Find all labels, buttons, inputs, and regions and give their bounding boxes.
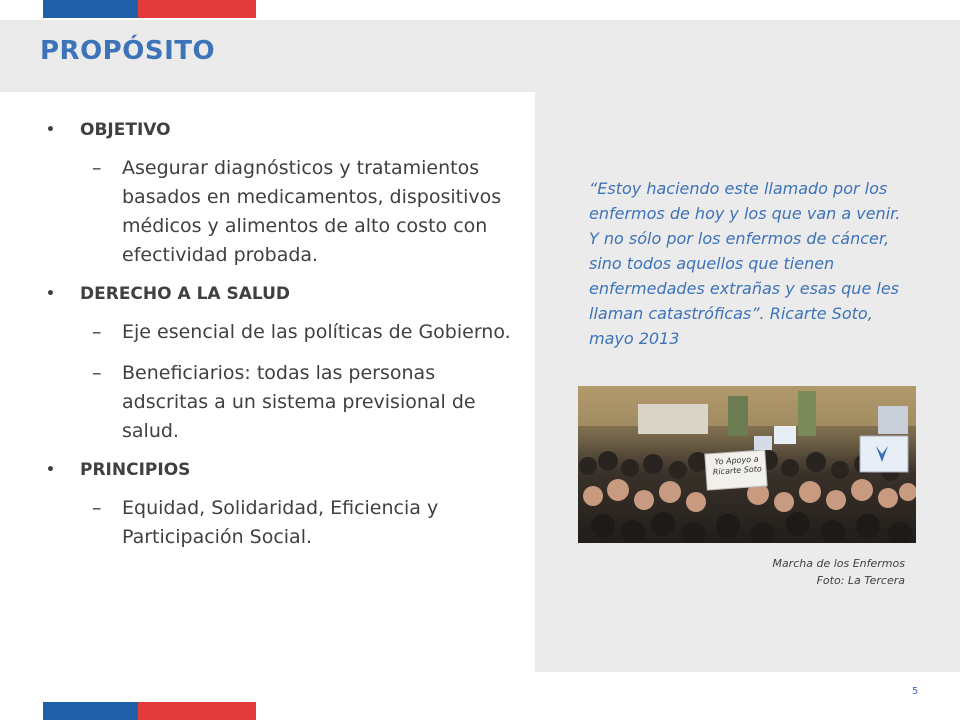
flag-bar-top bbox=[43, 0, 256, 18]
photo-caption bbox=[690, 555, 905, 589]
section-heading-text: DERECHO A LA SALUD bbox=[80, 284, 291, 304]
list-item-text: Asegurar diagnósticos y tratamientos basados en medicamentos, dispositivos médicos y alimentos de alto costo con efectividad probada. bbox=[122, 157, 502, 266]
quote-block bbox=[589, 176, 905, 351]
content-list bbox=[46, 118, 516, 564]
section-heading-principios bbox=[46, 458, 516, 482]
dash-icon: – bbox=[92, 321, 102, 343]
caption-title: Marcha de los Enfermos bbox=[772, 557, 905, 570]
flag-blue-segment bbox=[43, 0, 138, 18]
section-heading-objetivo bbox=[46, 118, 516, 142]
list-item bbox=[46, 494, 516, 552]
list-item bbox=[46, 318, 516, 347]
list-item-text: Equidad, Solidaridad, Eficiencia y Participación Social. bbox=[122, 497, 439, 548]
section-heading-text: PRINCIPIOS bbox=[80, 460, 191, 480]
list-item-text: Eje esencial de las políticas de Gobierno. bbox=[122, 321, 511, 343]
flag-red-segment bbox=[138, 702, 256, 720]
list-item bbox=[46, 359, 516, 446]
page-number: 5 bbox=[911, 686, 919, 697]
list-item-text: Beneficiarios: todas las personas adscritas a un sistema previsional de salud. bbox=[122, 362, 476, 442]
dash-icon: – bbox=[92, 157, 102, 179]
section-heading-derecho bbox=[46, 282, 516, 306]
slide-title: PROPÓSITO bbox=[40, 36, 216, 66]
section-heading-text: OBJETIVO bbox=[80, 120, 171, 140]
protest-photo bbox=[578, 386, 916, 543]
quote-author: Ricarte Soto, mayo 2013 bbox=[589, 304, 873, 348]
bullet-dot-icon: • bbox=[46, 462, 55, 478]
caption-credit: Foto: La Tercera bbox=[816, 574, 905, 587]
list-item bbox=[46, 154, 516, 270]
bullet-dot-icon: • bbox=[46, 122, 55, 138]
photo-sign-text: Yo Apoyo a Ricarte Soto bbox=[712, 454, 763, 477]
dash-icon: – bbox=[92, 362, 102, 384]
bullet-dot-icon: • bbox=[46, 286, 55, 302]
dash-icon: – bbox=[92, 497, 102, 519]
flag-red-segment bbox=[138, 0, 256, 18]
flag-bar-bottom bbox=[43, 702, 256, 720]
flag-blue-segment bbox=[43, 702, 138, 720]
quote-text: “Estoy haciendo este llamado por los enfermos de hoy y los que van a venir. Y no sólo por los enfermos de cáncer, sino todos aquellos que tienen enfermedades extrañas y esas que les llaman catastróficas”. bbox=[589, 179, 901, 323]
